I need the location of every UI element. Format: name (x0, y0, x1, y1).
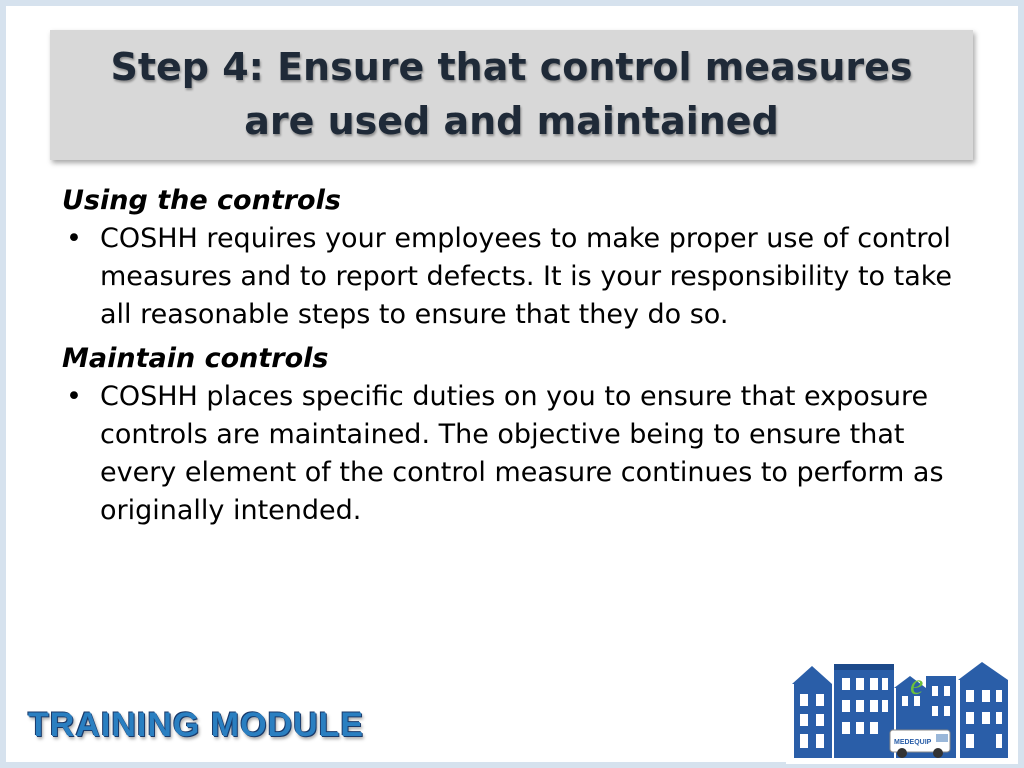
svg-text:e: e (910, 668, 924, 701)
training-module-label: TRAINING MODULE (28, 706, 365, 744)
slide-title: Step 4: Ensure that control measures are used and maintained (110, 45, 913, 143)
slide-body (62, 182, 972, 536)
bullet-text: COSHH requires your employees to make proper use of control measures and to report defects. It is your responsibility to take all reasonable steps to ensure that they do so. (100, 223, 953, 330)
slide (6, 6, 1018, 762)
section-heading-maintain-controls: Maintain controls (62, 343, 329, 374)
houses-illustration-icon (786, 654, 1018, 764)
title-band (50, 30, 973, 160)
logo-text: MEDEQUIP (894, 739, 932, 746)
bullet-text: COSHH places specific duties on you to ensure that exposure controls are maintained. The objective being to ensure that every element of the control measure continues to perform as originally intended. (100, 381, 944, 526)
section-heading-using-controls: Using the controls (62, 185, 341, 216)
bullet-item (62, 220, 972, 334)
bullet-dot: • (66, 381, 82, 412)
bullet-item (62, 378, 972, 530)
bullet-dot: • (66, 223, 82, 254)
